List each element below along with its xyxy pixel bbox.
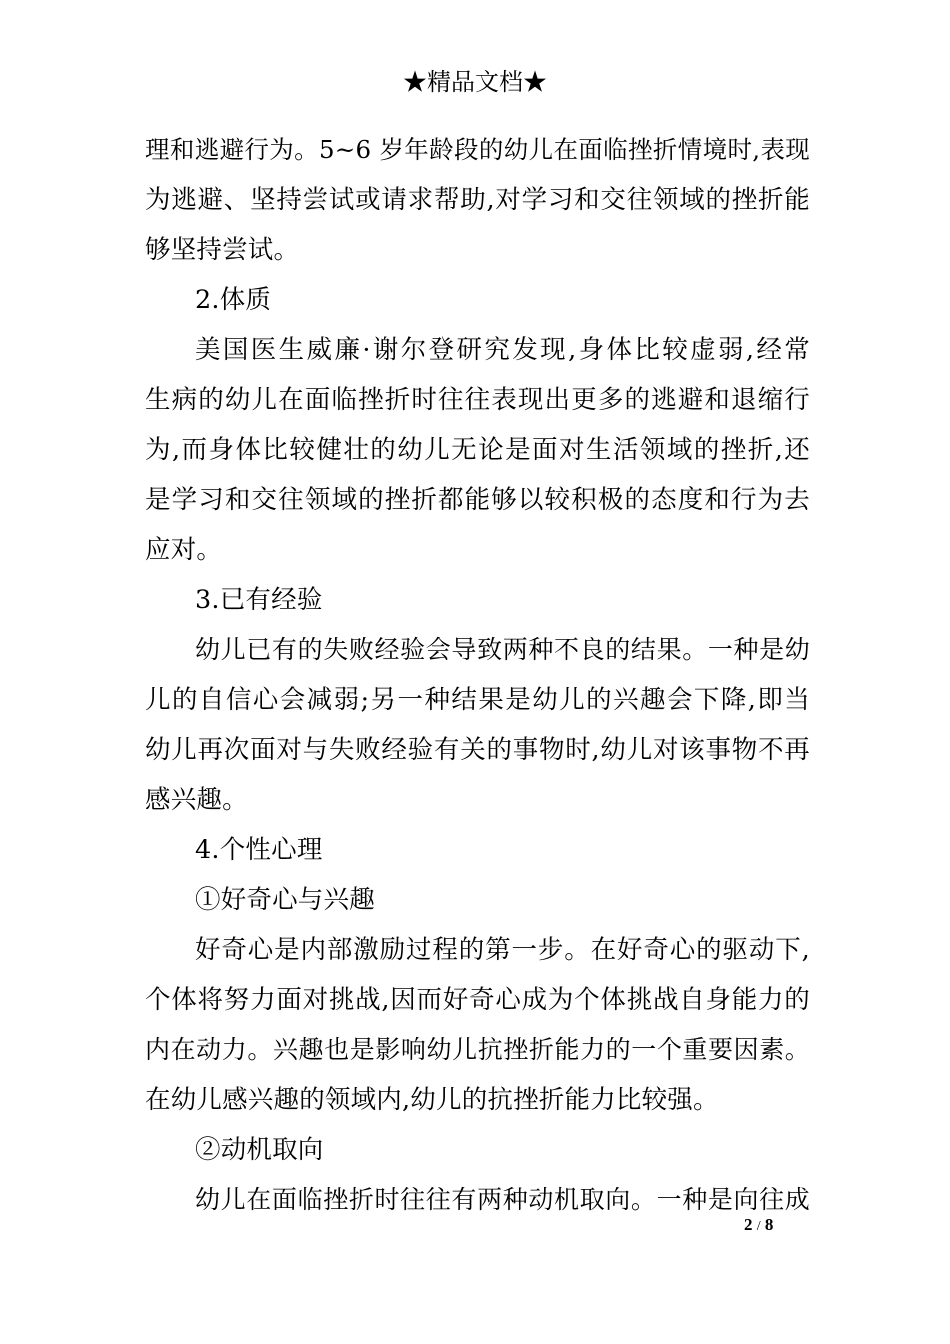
page-separator: /	[756, 1219, 761, 1234]
text-line: 为逃避、坚持尝试或请求帮助,对学习和交往领域的挫折能	[145, 185, 810, 215]
total-pages: 8	[764, 1215, 774, 1234]
text-line: 是学习和交往领域的挫折都能够以较积极的态度和行为去	[145, 485, 810, 515]
text-line: 幼儿已有的失败经验会导致两种不良的结果。一种是幼	[195, 635, 810, 664]
text-line: 内在动力。兴趣也是影响幼儿抗挫折能力的一个重要因素。	[145, 1035, 810, 1064]
text-line: 生病的幼儿在面临挫折时往往表现出更多的逃避和退缩行	[145, 385, 810, 415]
text-line: 为,而身体比较健壮的幼儿无论是面对生活领域的挫折,还	[145, 435, 810, 465]
page-number	[744, 1215, 773, 1235]
text-line: 理和逃避行为。5~6 岁年龄段的幼儿在面临挫折情境时,表现	[145, 135, 810, 164]
text-line: 感兴趣。	[145, 785, 248, 815]
text-line: 2.体质	[195, 285, 272, 315]
page-header-title: ★精品文档★	[403, 68, 547, 96]
text-line: 幼儿再次面对与失败经验有关的事物时,幼儿对该事物不再	[145, 735, 810, 765]
text-line: 4.个性心理	[195, 835, 323, 865]
text-line: 在幼儿感兴趣的领域内,幼儿的抗挫折能力比较强。	[145, 1085, 719, 1115]
text-line: 好奇心是内部激励过程的第一步。在好奇心的驱动下,	[195, 935, 810, 965]
text-line: ①好奇心与兴趣	[195, 885, 375, 915]
text-line: 儿的自信心会减弱;另一种结果是幼儿的兴趣会下降,即当	[145, 685, 810, 715]
current-page: 2	[744, 1215, 753, 1234]
text-line: 个体将努力面对挑战,因而好奇心成为个体挑战自身能力的	[145, 985, 810, 1015]
text-line: 幼儿在面临挫折时往往有两种动机取向。一种是向往成	[195, 1185, 810, 1214]
document-body	[145, 125, 810, 1225]
text-line: ②动机取向	[195, 1135, 324, 1165]
text-line: 应对。	[145, 535, 223, 565]
text-line: 美国医生威廉·谢尔登研究发现,身体比较虚弱,经常	[195, 335, 810, 365]
text-line: 3.已有经验	[195, 585, 323, 615]
text-line: 够坚持尝试。	[145, 235, 300, 265]
